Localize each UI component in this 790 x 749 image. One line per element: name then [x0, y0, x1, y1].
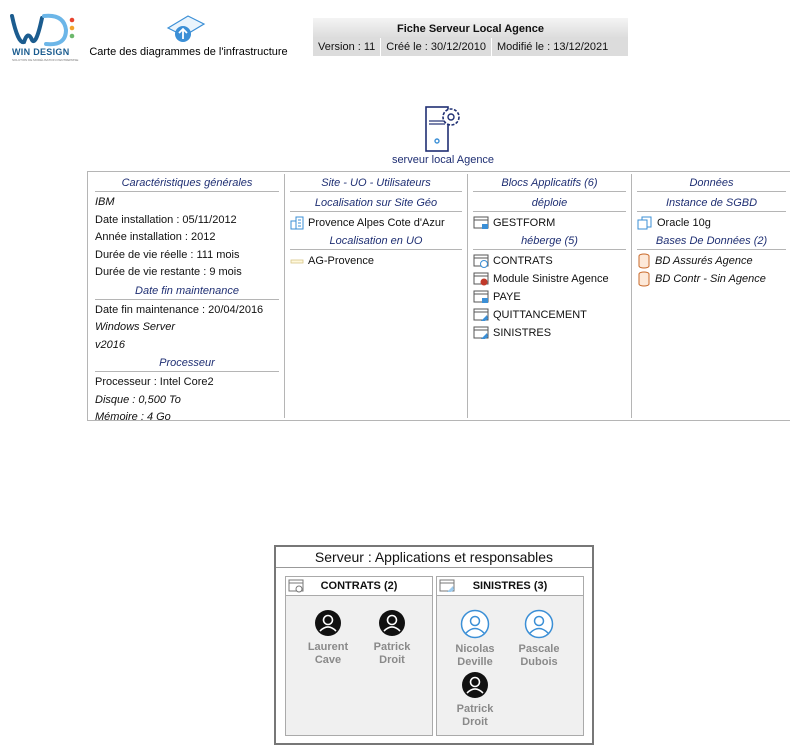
windesign-logo[interactable]: [8, 10, 78, 62]
app-item-label: QUITTANCEMENT: [493, 309, 587, 321]
user-avatar-icon: [524, 609, 554, 639]
app-item-label: GESTFORM: [493, 217, 556, 229]
person-last-name: Dubois: [520, 656, 558, 668]
data-title: Données: [637, 174, 786, 192]
version-label: Version : 11: [313, 38, 381, 56]
infrastructure-map-label: Carte des diagrammes de l'infrastructure: [89, 46, 288, 58]
app-box-header: [286, 577, 432, 596]
logo-subtext: SOLUTION DE MODÉLISATION D'ENTREPRISE: [12, 58, 79, 62]
db-title: Bases De Données (2): [637, 232, 786, 250]
app-item-paye[interactable]: [473, 288, 626, 306]
applications-panel: [274, 545, 594, 745]
deploy-title: déploie: [473, 194, 626, 212]
application-tag-icon: [473, 326, 489, 340]
person-last-name: Droit: [379, 654, 405, 666]
maintenance-line: Date fin maintenance : 20/04/2016: [95, 303, 264, 316]
responsible-person[interactable]: [445, 609, 505, 669]
person-first-name: Patrick: [373, 641, 411, 653]
properties-table: [87, 171, 790, 421]
person-last-name: Cave: [314, 654, 342, 666]
processor-line: Processeur : Intel Core2: [95, 376, 214, 388]
db-item-label: BD Contr - Sin Agence: [655, 273, 766, 285]
server-label[interactable]: serveur local Agence: [391, 154, 495, 166]
characteristics-column: [90, 174, 285, 423]
person-first-name: Patrick: [456, 703, 494, 715]
site-column: [285, 174, 468, 418]
maintenance-line: v2016: [95, 338, 125, 351]
app-box-name: CONTRATS (2): [320, 580, 398, 592]
application-tag-icon: [439, 579, 455, 593]
server-gear-icon[interactable]: [420, 104, 466, 154]
user-avatar-icon: [378, 609, 406, 637]
data-column: [632, 174, 790, 418]
processor-title: Processeur: [95, 354, 279, 372]
user-avatar-icon: [460, 609, 490, 639]
app-box-contrats[interactable]: [285, 576, 433, 736]
responsible-person[interactable]: [509, 609, 569, 669]
app-item-label: CONTRATS: [493, 255, 553, 267]
application-module-icon: [473, 272, 489, 286]
database-icon: [637, 253, 651, 269]
app-item-label: SINISTRES: [493, 327, 552, 339]
blocks-title: Blocs Applicatifs (6): [473, 174, 626, 192]
user-avatar-icon: [461, 671, 489, 699]
app-item-quittancement[interactable]: [473, 306, 626, 324]
modified-label: Modifié le : 13/12/2021: [496, 41, 609, 53]
characteristic-line: Durée de vie restante : 9 mois: [95, 266, 242, 278]
application-icon: [473, 216, 489, 230]
created-label: Créé le : 30/12/2010: [381, 38, 492, 56]
person-first-name: Pascale: [518, 643, 560, 655]
db-item-label: BD Assurés Agence: [655, 255, 753, 267]
uo-item[interactable]: [290, 252, 462, 270]
responsible-person[interactable]: [445, 671, 505, 729]
app-item-gestform[interactable]: [473, 214, 626, 232]
dbms-instance-icon: [637, 216, 653, 230]
maintenance-line: Windows Server: [95, 321, 175, 333]
sheet-meta: [313, 38, 628, 56]
geo-item-label: Provence Alpes Cote d'Azur: [308, 217, 445, 229]
user-avatar-icon: [314, 609, 342, 637]
db-item[interactable]: [637, 252, 786, 270]
logo-text: WIN DESIGN: [12, 47, 70, 57]
db-item[interactable]: [637, 270, 786, 288]
processor-line: Mémoire : 4 Go: [95, 411, 171, 423]
diagram-map-icon: [164, 14, 208, 46]
building-icon: [290, 216, 304, 230]
characteristics-title: Caractéristiques générales: [95, 174, 279, 192]
characteristic-line: Date installation : 05/11/2012: [95, 213, 237, 226]
characteristic-line: Durée de vie réelle : 111 mois: [95, 248, 240, 261]
infrastructure-map-link[interactable]: [86, 14, 291, 62]
sheet-title: Fiche Serveur Local Agence: [313, 18, 628, 38]
app-item-label: PAYE: [493, 291, 521, 303]
uo-item-label: AG-Provence: [308, 255, 375, 267]
app-box-sinistres[interactable]: [436, 576, 584, 736]
dbms-title: Instance de SGBD: [637, 194, 786, 212]
person-first-name: Nicolas: [455, 643, 495, 655]
processor-line: Disque : 0,500 To: [95, 393, 181, 406]
dbms-item[interactable]: [637, 214, 786, 232]
person-first-name: Laurent: [307, 641, 349, 653]
geo-item[interactable]: [290, 214, 462, 232]
sheet-header: [313, 18, 628, 58]
responsible-person[interactable]: [298, 609, 358, 667]
dbms-item-label: Oracle 10g: [657, 217, 711, 229]
application-globe-icon: [288, 579, 304, 593]
maintenance-title: Date fin maintenance: [95, 282, 279, 300]
geo-title: Localisation sur Site Géo: [290, 194, 462, 212]
application-icon: [473, 290, 489, 304]
host-title: héberge (5): [473, 232, 626, 250]
app-item-sinistres[interactable]: [473, 324, 626, 342]
characteristic-line: Année installation : 2012: [95, 231, 216, 243]
person-last-name: Deville: [457, 656, 493, 668]
app-item-label: Module Sinistre Agence: [493, 273, 609, 285]
database-icon: [637, 271, 651, 287]
org-unit-icon: [290, 256, 304, 266]
application-tag-icon: [473, 308, 489, 322]
blocks-column: [468, 174, 632, 418]
applications-panel-title: Serveur : Applications et responsables: [276, 547, 592, 568]
characteristic-line: IBM: [95, 196, 115, 208]
site-title: Site - UO - Utilisateurs: [290, 174, 462, 192]
responsible-person[interactable]: [362, 609, 422, 667]
app-item-contrats[interactable]: [473, 252, 626, 270]
person-last-name: Droit: [462, 716, 488, 728]
uo-title: Localisation en UO: [290, 232, 462, 250]
app-box-header: [437, 577, 583, 596]
windesign-logo-icon: [8, 10, 78, 50]
app-item-module-sinistre[interactable]: [473, 270, 626, 288]
app-box-name: SINISTRES (3): [472, 580, 548, 592]
application-globe-icon: [473, 254, 489, 268]
